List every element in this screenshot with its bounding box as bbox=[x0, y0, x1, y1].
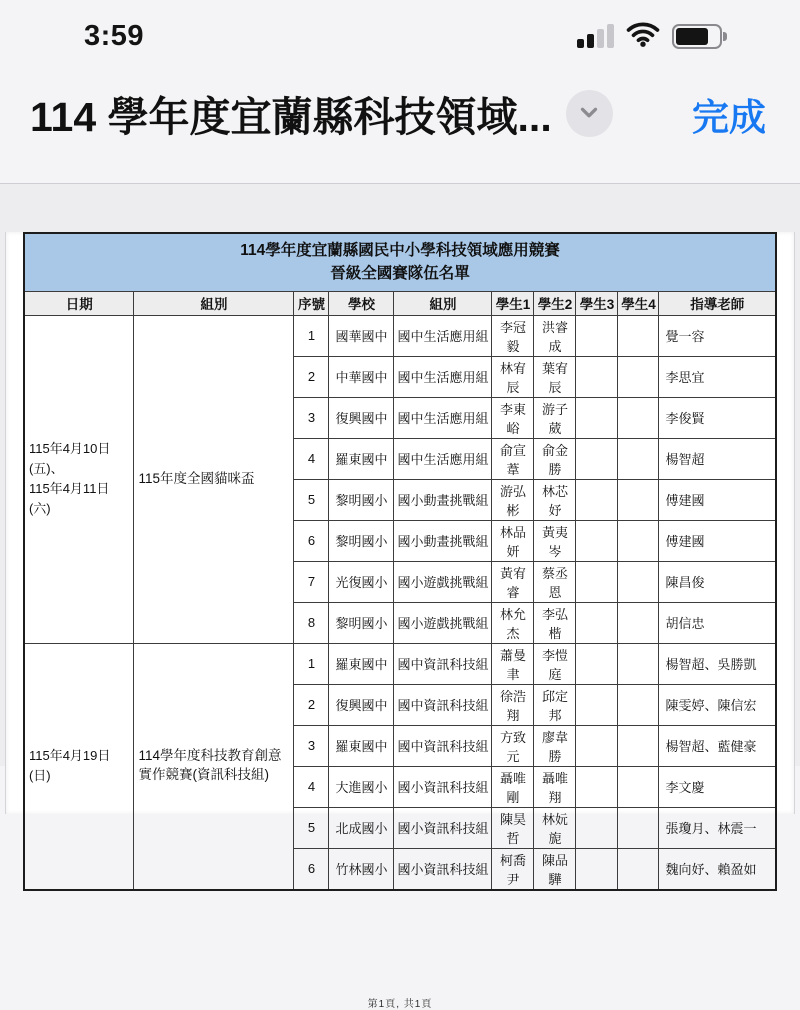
seq-cell: 1 bbox=[294, 315, 329, 356]
competition-table bbox=[23, 232, 777, 891]
student4-cell bbox=[618, 438, 659, 479]
student3-cell bbox=[576, 848, 618, 890]
student1-cell: 陳昊哲 bbox=[492, 807, 534, 848]
document-page bbox=[5, 232, 795, 1010]
school-cell: 光復國小 bbox=[329, 561, 394, 602]
seq-cell: 4 bbox=[294, 438, 329, 479]
seq-cell: 5 bbox=[294, 807, 329, 848]
school-cell: 中華國中 bbox=[329, 356, 394, 397]
teachers-cell: 楊智超 bbox=[659, 438, 776, 479]
student2-cell: 李愷庭 bbox=[534, 643, 576, 684]
student4-cell bbox=[618, 602, 659, 643]
student3-cell bbox=[576, 602, 618, 643]
teachers-cell: 陳昌俊 bbox=[659, 561, 776, 602]
school-cell: 復興國中 bbox=[329, 684, 394, 725]
table-title-row bbox=[24, 233, 776, 291]
student2-cell: 葉宥辰 bbox=[534, 356, 576, 397]
group-cell: 國小資訊科技組 bbox=[394, 807, 492, 848]
column-header: 學校 bbox=[329, 291, 394, 315]
student1-cell: 黃宥睿 bbox=[492, 561, 534, 602]
teachers-cell: 覺一容 bbox=[659, 315, 776, 356]
group-cell: 國小遊戲挑戰組 bbox=[394, 561, 492, 602]
teachers-cell: 魏向妤、賴盈如 bbox=[659, 848, 776, 890]
done-button[interactable]: 完成 bbox=[688, 87, 770, 141]
student1-cell: 李冠毅 bbox=[492, 315, 534, 356]
status-time: 3:59 bbox=[84, 19, 145, 52]
seq-cell: 7 bbox=[294, 561, 329, 602]
seq-cell: 2 bbox=[294, 356, 329, 397]
student1-cell: 蕭曼聿 bbox=[492, 643, 534, 684]
student1-cell: 徐浩翔 bbox=[492, 684, 534, 725]
student4-cell bbox=[618, 397, 659, 438]
wifi-icon bbox=[626, 21, 660, 52]
student3-cell bbox=[576, 684, 618, 725]
seq-cell: 4 bbox=[294, 766, 329, 807]
student2-cell: 黃夷岑 bbox=[534, 520, 576, 561]
table-header-row bbox=[24, 291, 776, 315]
school-cell: 復興國中 bbox=[329, 397, 394, 438]
student1-cell: 方致元 bbox=[492, 725, 534, 766]
group-cell: 國小動畫挑戰組 bbox=[394, 479, 492, 520]
student2-cell: 廖韋勝 bbox=[534, 725, 576, 766]
student3-cell bbox=[576, 356, 618, 397]
student4-cell bbox=[618, 520, 659, 561]
column-header: 學生2 bbox=[534, 291, 576, 315]
student1-cell: 俞宣葦 bbox=[492, 438, 534, 479]
student3-cell bbox=[576, 315, 618, 356]
date-line: 115年4月10日(五)、 bbox=[28, 440, 111, 476]
group-cell: 國小資訊科技組 bbox=[394, 848, 492, 890]
page-number: 第1頁, 共1頁 bbox=[367, 998, 433, 1010]
school-cell: 大進國小 bbox=[329, 766, 394, 807]
student2-cell: 李弘楷 bbox=[534, 602, 576, 643]
date-line: 115年4月19日(日) bbox=[28, 747, 111, 783]
student3-cell bbox=[576, 520, 618, 561]
student4-cell bbox=[618, 315, 659, 356]
student1-cell: 柯喬尹 bbox=[492, 848, 534, 890]
teachers-cell: 陳雯婷、陳信宏 bbox=[659, 684, 776, 725]
school-cell: 黎明國小 bbox=[329, 479, 394, 520]
column-header: 學生3 bbox=[576, 291, 618, 315]
group-cell: 國中生活應用組 bbox=[394, 356, 492, 397]
teachers-cell: 楊智超、藍健豪 bbox=[659, 725, 776, 766]
student3-cell bbox=[576, 438, 618, 479]
school-cell: 黎明國小 bbox=[329, 602, 394, 643]
teachers-cell: 傅建國 bbox=[659, 479, 776, 520]
table-title-line: 114學年度宜蘭縣國民中小學科技領域應用競賽 bbox=[240, 242, 560, 259]
student2-cell: 邱定邦 bbox=[534, 684, 576, 725]
ios-topbar bbox=[0, 0, 800, 183]
student1-cell: 林允杰 bbox=[492, 602, 534, 643]
group-cell: 國中資訊科技組 bbox=[394, 725, 492, 766]
student3-cell bbox=[576, 397, 618, 438]
student4-cell bbox=[618, 725, 659, 766]
student4-cell bbox=[618, 643, 659, 684]
group-cell: 國小資訊科技組 bbox=[394, 766, 492, 807]
student2-cell: 洪睿成 bbox=[534, 315, 576, 356]
teachers-cell: 傅建國 bbox=[659, 520, 776, 561]
student1-cell: 游弘彬 bbox=[492, 479, 534, 520]
student2-cell: 游子葳 bbox=[534, 397, 576, 438]
column-header: 組別 bbox=[134, 291, 294, 315]
table-row bbox=[24, 315, 776, 356]
chevron-down-icon bbox=[576, 99, 602, 128]
student1-cell: 林宥辰 bbox=[492, 356, 534, 397]
school-cell: 國華國中 bbox=[329, 315, 394, 356]
column-header: 序號 bbox=[294, 291, 329, 315]
group-cell: 國中資訊科技組 bbox=[394, 643, 492, 684]
document-header bbox=[0, 56, 800, 143]
group-cell: 國中資訊科技組 bbox=[394, 684, 492, 725]
table-title-line: 晉級全國賽隊伍名單 bbox=[330, 265, 470, 283]
school-cell: 竹林國小 bbox=[329, 848, 394, 890]
document-title: 114 學年度宜蘭縣科技領域... bbox=[30, 94, 552, 140]
student2-cell: 聶唯翔 bbox=[534, 766, 576, 807]
student4-cell bbox=[618, 356, 659, 397]
seq-cell: 6 bbox=[294, 848, 329, 890]
seq-cell: 1 bbox=[294, 643, 329, 684]
document-viewport[interactable] bbox=[0, 183, 800, 1010]
date-cell bbox=[24, 643, 134, 890]
school-cell: 羅東國中 bbox=[329, 438, 394, 479]
student4-cell bbox=[618, 561, 659, 602]
student2-cell: 林芯妤 bbox=[534, 479, 576, 520]
cellular-signal-icon bbox=[577, 24, 614, 48]
student1-cell: 林品妍 bbox=[492, 520, 534, 561]
student3-cell bbox=[576, 479, 618, 520]
date-line: 115年4月11日(六) bbox=[28, 481, 110, 517]
seq-cell: 3 bbox=[294, 397, 329, 438]
teachers-cell: 胡信忠 bbox=[659, 602, 776, 643]
battery-icon bbox=[672, 24, 722, 49]
student1-cell: 聶唯剛 bbox=[492, 766, 534, 807]
student1-cell: 李東峪 bbox=[492, 397, 534, 438]
student4-cell bbox=[618, 684, 659, 725]
teachers-cell: 李思宜 bbox=[659, 356, 776, 397]
student2-cell: 陳品驊 bbox=[534, 848, 576, 890]
school-cell: 羅東國中 bbox=[329, 643, 394, 684]
group-cell: 國小動畫挑戰組 bbox=[394, 520, 492, 561]
student4-cell bbox=[618, 479, 659, 520]
column-header: 日期 bbox=[24, 291, 134, 315]
category-cell: 114學年度科技教育創意實作競賽(資訊科技組) bbox=[134, 643, 294, 890]
column-header: 組別 bbox=[394, 291, 492, 315]
seq-cell: 2 bbox=[294, 684, 329, 725]
student3-cell bbox=[576, 766, 618, 807]
student2-cell: 林妧旎 bbox=[534, 807, 576, 848]
seq-cell: 6 bbox=[294, 520, 329, 561]
student3-cell bbox=[576, 807, 618, 848]
school-cell: 北成國小 bbox=[329, 807, 394, 848]
status-icons bbox=[577, 21, 722, 52]
student3-cell bbox=[576, 725, 618, 766]
table-title bbox=[24, 233, 776, 291]
student2-cell: 俞金勝 bbox=[534, 438, 576, 479]
student2-cell: 蔡丞恩 bbox=[534, 561, 576, 602]
student3-cell bbox=[576, 643, 618, 684]
teachers-cell: 李文慶 bbox=[659, 766, 776, 807]
teachers-cell: 李俊賢 bbox=[659, 397, 776, 438]
category-cell: 115年度全國貓咪盃 bbox=[134, 315, 294, 643]
table-body bbox=[24, 233, 776, 890]
collapse-button[interactable] bbox=[566, 90, 613, 137]
group-cell: 國中生活應用組 bbox=[394, 315, 492, 356]
student4-cell bbox=[618, 766, 659, 807]
school-cell: 羅東國中 bbox=[329, 725, 394, 766]
column-header: 指導老師 bbox=[659, 291, 776, 315]
status-bar bbox=[0, 0, 800, 56]
school-cell: 黎明國小 bbox=[329, 520, 394, 561]
group-cell: 國中生活應用組 bbox=[394, 397, 492, 438]
table-row bbox=[24, 643, 776, 684]
date-cell bbox=[24, 315, 134, 643]
student4-cell bbox=[618, 807, 659, 848]
group-cell: 國中生活應用組 bbox=[394, 438, 492, 479]
teachers-cell: 楊智超、吳勝凱 bbox=[659, 643, 776, 684]
seq-cell: 3 bbox=[294, 725, 329, 766]
column-header: 學生4 bbox=[618, 291, 659, 315]
seq-cell: 5 bbox=[294, 479, 329, 520]
group-cell: 國小遊戲挑戰組 bbox=[394, 602, 492, 643]
seq-cell: 8 bbox=[294, 602, 329, 643]
teachers-cell: 張瓊月、林震一 bbox=[659, 807, 776, 848]
column-header: 學生1 bbox=[492, 291, 534, 315]
student4-cell bbox=[618, 848, 659, 890]
student3-cell bbox=[576, 561, 618, 602]
